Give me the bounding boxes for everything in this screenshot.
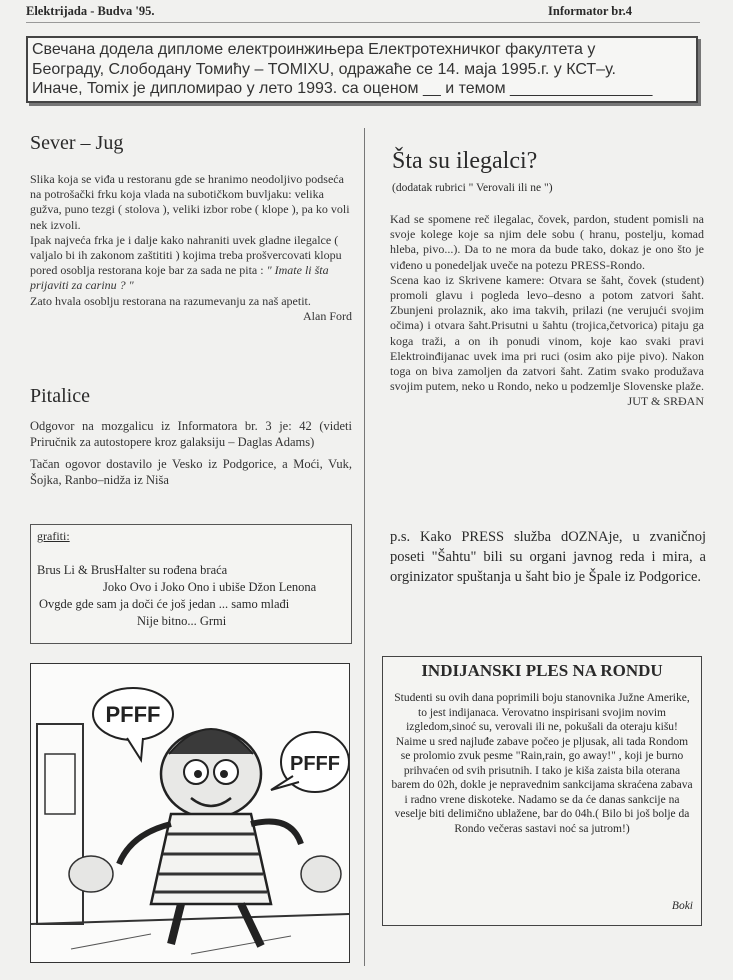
bubble-left-text: PFFF [105, 702, 161, 727]
indijanski-text: Studenti su ovih dana poprimili boju stanovnika Južne Amerike, to jest indijanaca. Verovatno inspirisani svojim novim izgledom,sinoć su, verovali ili ne, pokušali da oteraju kišu! Naime u sred najluđe zabave počeo je pljusak, ali tada Rondom se prolomio zvuk pesme "Rain,rain, go away!" , koji je burno prihvaćen od svih prisutnih. I tako je kiša zaista bila oterana barem do 02h, dokle je nepravednim sankcijama skraćena zabava i radno vrene diskoteke. Nadamo se da će danas sankcije na veselje biti delimično ublažene, bar do 04h.( Bilo bi još bolje da Rondo večeras sastavi noć sa jutrom!) [391, 692, 693, 835]
notice-line-1: Свечана додела дипломе електроинжињера Електротехничког факултета у [32, 41, 596, 58]
grafiti-line: Nije bitno... Grmi [137, 614, 227, 628]
sever-jug-author: Alan Ford [303, 308, 352, 323]
sta-su-article [390, 212, 704, 410]
grafiti-line: Brus Li & BrusHalter su rođena braća [37, 563, 228, 577]
pitalice-paragraph: Tačan ogovor dostavilo je Vesko iz Podgorice, a Moći, Vuk, Šojka, Ranbo–nidža iz Niša [30, 457, 352, 487]
header-right: Informator br.4 [548, 4, 633, 18]
header-left: Elektrijada - Budva '95. [26, 4, 155, 18]
ps-note: p.s. Kako PRESS služba dOZNAje, u zvaničnoj poseti "Šahtu" bili su organi javnog reda i mira, a orginizator spuštanja u šaht bio je Špale iz Podgorice. [390, 529, 706, 585]
pitalice-paragraph: Odgovor na mozgalicu iz Informatora br. 3 je: 42 (videti Priručnik za autostopere kroz galaksiju – Daglas Adams) [30, 419, 352, 449]
sever-jug-article [30, 172, 352, 324]
sever-jug-paragraph [30, 233, 352, 294]
notice-line-3: Иначе, Tomix је дипломирао у лето 1993. са оценом __ и темом ________________ [32, 80, 653, 97]
sever-jug-text: Ipak najveća frka je i dalje kako nahraniti uvek gladne ilegalce ( valjalo bi ih zakonom zaštititi ) kojima treba prošvercovati klopu pored osoblja restorana koje bar za sada ne pita : [30, 232, 342, 278]
sever-jug-quote: " Imate li šta prijaviti za carinu ? " [30, 263, 329, 293]
pitalice-article [30, 418, 352, 488]
header-rule [26, 22, 700, 23]
diploma-notice-box [26, 36, 698, 103]
grafiti-label: grafiti: [37, 529, 70, 543]
sta-su-author: JUT & SRĐAN [627, 394, 704, 409]
grafiti-line: Ovgde gde sam ja doči će još jedan ... samo mlađi [39, 597, 290, 611]
pitalice-title: Pitalice [30, 385, 90, 407]
sta-su-title: Šta su ilegalci? [392, 148, 538, 174]
sever-jug-paragraph: Slika koja se viđa u restoranu gde se hranimo neodoljivo podseća na potrošački frku koja vlada na subotičkom buvljaku: velika gužva, puno tezgi ( stolova ), veliki izbor robe ( klope ), pa ko voli nek izvoli. [30, 172, 350, 232]
sever-jug-paragraph: Zato hvala osoblju restorana na razumevanju za naš apetit. [30, 293, 311, 308]
column-divider [364, 128, 365, 966]
sta-su-paragraph: Kad se spomene reč ilegalac, čovek, pardon, student pomisli na svoje kolege koje sa njim dele sobu ( hranu, postelju, komad hleba, pivo...). Da to ne mora da bude tako, dokaz je ono što je viđeno u ponedeljak uveče na potezu PRESS-Rondo. [390, 212, 704, 272]
grafiti-line: Joko Ovo i Joko Ono i ubiše Džon Lenona [103, 580, 317, 594]
bubble-right-text: PFFF [290, 753, 340, 775]
indijanski-author: Boki [671, 900, 693, 912]
sever-jug-title: Sever – Jug [30, 132, 124, 154]
indijanski-box [382, 656, 702, 926]
comic-illustration [30, 663, 350, 963]
grafiti-box [30, 524, 352, 644]
notice-line-2: Београду, Слободану Томићу – TOMIXU, одражаће се 14. маја 1995.г. у КСТ–у. [32, 60, 616, 78]
sta-su-paragraph: Scena kao iz Skrivene kamere: Otvara se šaht, čovek (student) promoli glavu i pogleda levo–desno a potom zatvori šaht. Zbunjeni prolaznik, ako ima takvih, prilazi (ne verujući svojim očima) i otvara šaht.Prisutni u šahtu (trojica,četvorica) pitaju ga koga traži, a on ih ponudi vinom, koje kao svaki pravi Elektroinđijanac uvek ima pri ruci (osim ako pije pivo). Nakon toga on biva zamoljen da zatvori šaht. Zatim svako produžava svojim putem, neko u Rondo, neko u podzemlje Slovenske plaže. [390, 272, 704, 394]
sta-su-subtitle: (dodatak rubrici " Verovali ili ne ") [392, 182, 553, 194]
indijanski-title: INDIJANSKI PLES NA RONDU [421, 661, 663, 680]
comic-drawing [31, 664, 349, 962]
